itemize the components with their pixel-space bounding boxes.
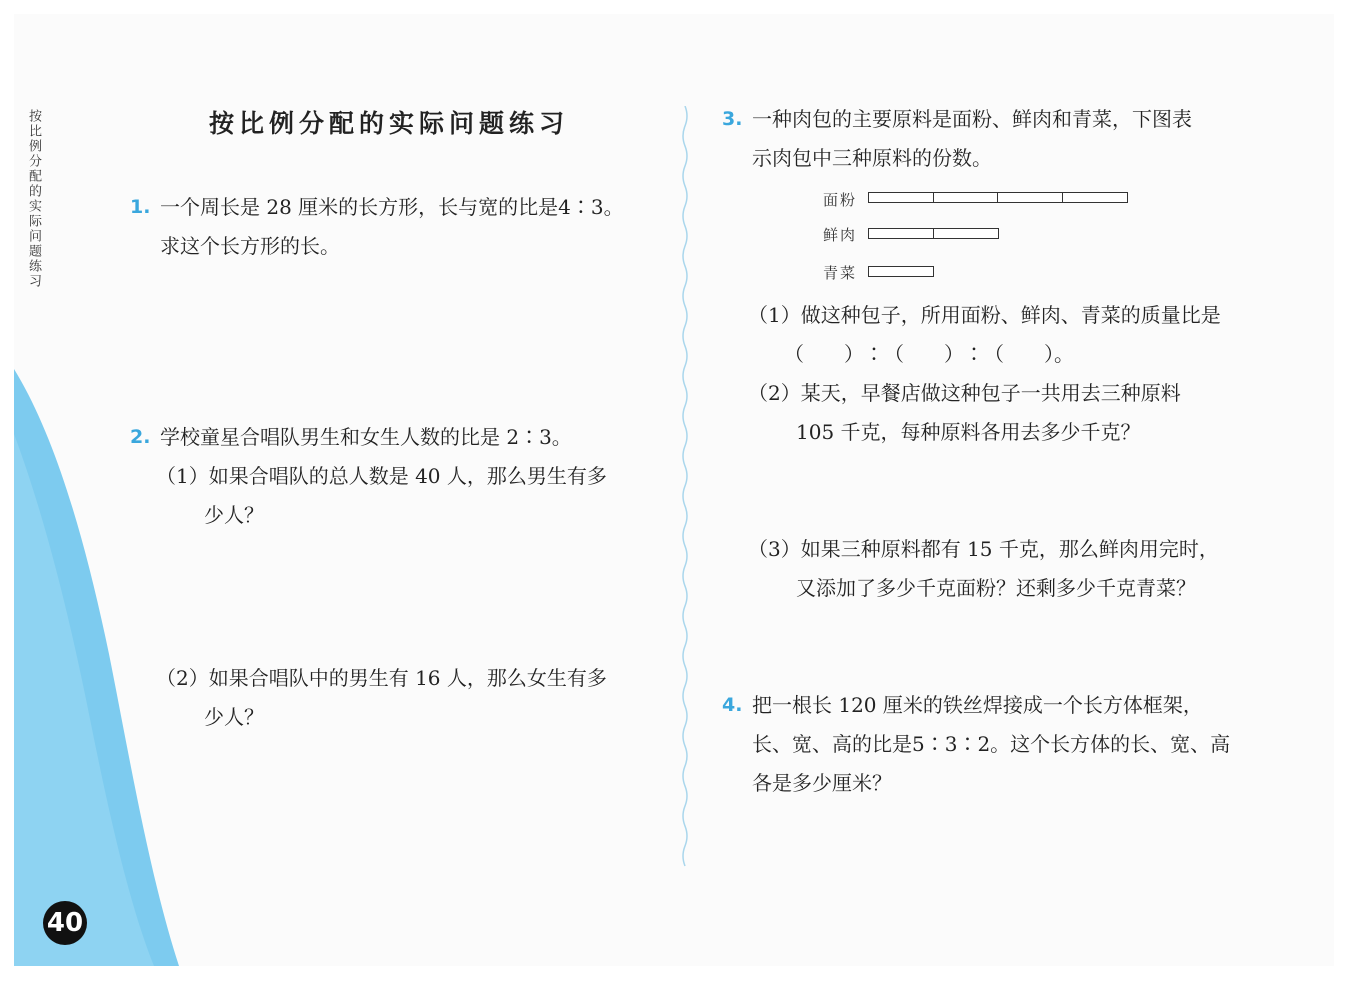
page-number: 40: [43, 901, 87, 945]
question-text: 长、宽、高的比是5∶3∶2。这个长方体的长、宽、高: [752, 732, 1231, 756]
question-text: 一个周长是 28 厘米的长方形，长与宽的比是4∶3。: [160, 195, 624, 219]
bar-segment: [933, 228, 999, 239]
side-chapter-title: 按比例分配的实际问题练习: [26, 109, 41, 289]
question-2-part-1: [156, 457, 607, 535]
question-number: 2.: [130, 426, 151, 448]
question-3-part-1: [748, 296, 1221, 374]
subquestion-text: （2）如果合唱队中的男生有 16 人，那么女生有多: [156, 666, 607, 690]
question-number: 4.: [722, 694, 743, 716]
workbook-page: [14, 14, 1334, 966]
question-text: 学校童星合唱队男生和女生人数的比是 2∶3。: [160, 425, 572, 449]
subquestion-text: （1）做这种包子，所用面粉、鲜肉、青菜的质量比是: [748, 303, 1221, 327]
question-text: 示肉包中三种原料的份数。: [752, 146, 992, 170]
bar-segment: [1062, 192, 1128, 203]
question-1: [130, 188, 624, 266]
bar-segment: [933, 192, 999, 203]
bar-label-flour: 面粉: [823, 191, 858, 209]
bar-meat: [868, 228, 997, 239]
question-3-part-2: [748, 374, 1181, 452]
subquestion-text: （ ）∶（ ）∶（ ）。: [784, 342, 1074, 366]
question-text: 求这个长方形的长。: [160, 234, 340, 258]
page-divider: [678, 106, 692, 876]
bar-segment: [997, 192, 1063, 203]
question-text: 一种肉包的主要原料是面粉、鲜肉和青菜，下图表: [752, 107, 1192, 131]
subquestion-text: （2）某天，早餐店做这种包子一共用去三种原料: [748, 381, 1181, 405]
bar-vegetable: [868, 266, 933, 277]
subquestion-text: 少人？: [204, 503, 264, 527]
subquestion-text: 少人？: [204, 705, 264, 729]
page-title: 按比例分配的实际问题练习: [209, 109, 570, 138]
subquestion-text: （3）如果三种原料都有 15 千克，那么鲜肉用完时，: [748, 537, 1219, 561]
question-2: [130, 418, 572, 457]
question-text: 把一根长 120 厘米的铁丝焊接成一个长方体框架，: [752, 693, 1203, 717]
question-3: [722, 100, 1192, 178]
question-number: 3.: [722, 108, 743, 130]
bar-label-vegetable: 青菜: [823, 264, 858, 282]
subquestion-text: 又添加了多少千克面粉？还剩多少千克青菜？: [796, 576, 1196, 600]
bar-segment: [868, 228, 934, 239]
bar-segment: [868, 266, 934, 277]
bar-label-meat: 鲜肉: [823, 226, 858, 244]
subquestion-text: （1）如果合唱队的总人数是 40 人，那么男生有多: [156, 464, 607, 488]
bar-flour: [868, 192, 1126, 203]
question-text: 各是多少厘米？: [752, 771, 892, 795]
question-4: [722, 686, 1230, 803]
question-number: 1.: [130, 196, 151, 218]
subquestion-text: 105 千克，每种原料各用去多少千克？: [796, 420, 1141, 444]
question-2-part-2: [156, 659, 607, 737]
bar-segment: [868, 192, 934, 203]
question-3-part-3: [748, 530, 1219, 608]
